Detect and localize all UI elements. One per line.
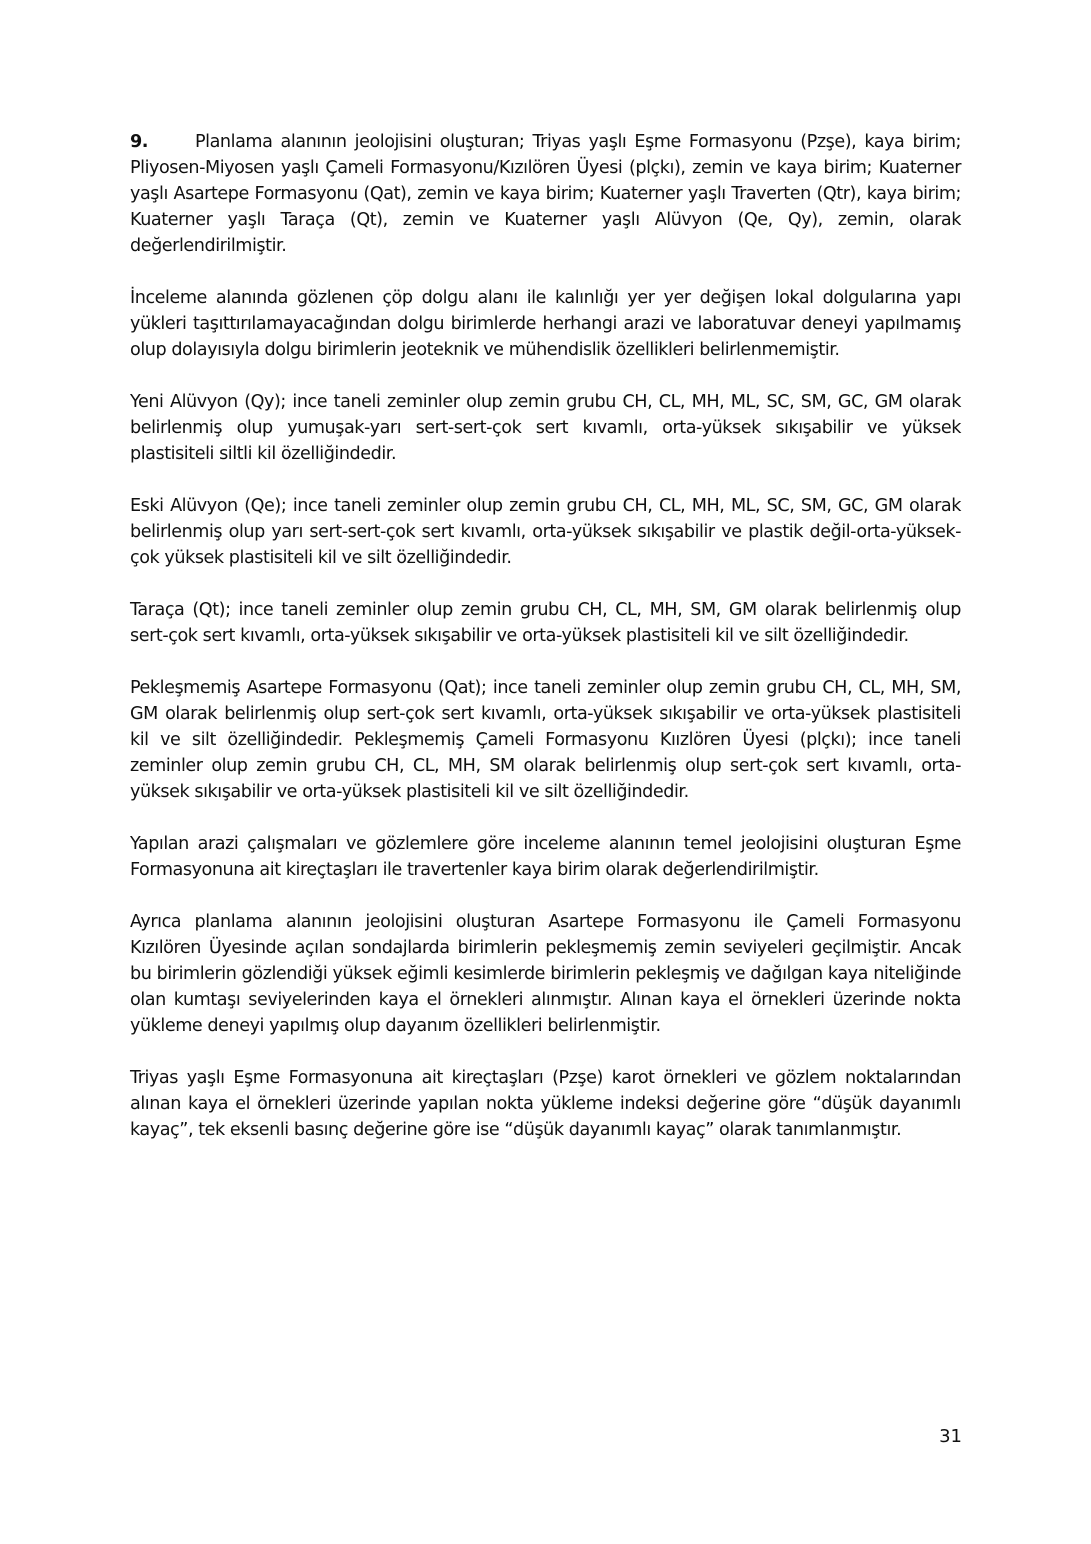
paragraph-new-alluvium: Yeni Alüvyon (Qy); ince taneli zeminler olup zemin grubu CH, CL, MH, ML, SC, SM, GC, GM olarak belirlenmiş olup yumuşak-yarı sert-sert-çok sert kıvamlı, orta-yüksek sıkışabilir ve yüksek plastisiteli siltli kil özelliğindedir. xyxy=(130,392,961,464)
paragraph-drilling: Ayrıca planlama alanının jeolojisini oluşturan Asartepe Formasyonu ile Çameli Formasyonu Kızılören Üyesinde açılan sondajlarda birimlerin pekleşmemiş zemin seviyeleri geçilmiştir. Ancak bu birimlerin gözlendiği yüksek eğimli kesimlerde birimlerin pekleşmiş ve dağılgan kaya niteliğinde olan kumtaşı seviyelerinden kaya el örnekleri alınmıştır. Alınan kaya el örnekleri üzerinde nokta yükleme deneyi yapılmış olup dayanım özellikleri belirlenmiştir. xyxy=(130,912,961,1036)
paragraph-old-alluvium: Eski Alüvyon (Qe); ince taneli zeminler olup zemin grubu CH, CL, MH, ML, SC, SM, GC, GM olarak belirlenmiş olup yarı sert-sert-çok sert kıvamlı, orta-yüksek sıkışabilir ve plastik değil-orta-yüksek-çok yüksek plastisiteli kil ve silt özelliğindedir. xyxy=(130,496,961,568)
paragraph-field-studies: Yapılan arazi çalışmaları ve gözlemlere göre inceleme alanının temel jeolojisini oluşturan Eşme Formasyonuna ait kireçtaşları ile travertenler kaya birim olarak değerlendirilmiştir. xyxy=(130,834,961,880)
section-number: 9. xyxy=(130,132,149,152)
document-body xyxy=(130,129,961,1169)
paragraph-terrace: Taraça (Qt); ince taneli zeminler olup zemin grubu CH, CL, MH, SM, GM olarak belirlenmiş olup sert-çok sert kıvamlı, orta-yüksek sıkışabilir ve orta-yüksek plastisiteli kil ve silt özelliğindedir. xyxy=(130,600,961,646)
page-number: 31 xyxy=(939,1426,962,1447)
paragraph-text: Planlama alanının jeolojisini oluşturan; Triyas yaşlı Eşme Formasyonu (Pzşe), kaya birim; Pliyosen-Miyosen yaşlı Çameli Formasyonu/Kızılören Üyesi (plçkı), zemin ve kaya birim; Kuaterner yaşlı Asartepe Formasyonu (Qat), zemin ve kaya birim; Kuaterner yaşlı Traverten (Qtr), kaya birim; Kuaterner yaşlı Taraça (Qt), zemin ve Kuaterner yaşlı Alüvyon (Qe, Qy), zemin, olarak değerlendirilmiştir. xyxy=(130,132,961,256)
paragraph-section-9 xyxy=(130,129,961,259)
paragraph-asartepe-cameli: Pekleşmemiş Asartepe Formasyonu (Qat); ince taneli zeminler olup zemin grubu CH, CL, MH, SM, GM olarak belirlenmiş olup sert-çok sert kıvamlı, orta-yüksek sıkışabilir ve orta-yüksek plastisiteli kil ve silt özelliğindedir. Pekleşmemiş Çameli Formasyonu Kıızlören Üyesi (plçkı); ince taneli zeminler olup zemin grubu CH, CL, MH, SM olarak belirlenmiş olup sert-çok sert kıvamlı, orta-yüksek sıkışabilir ve orta-yüksek plastisiteli kil ve silt özelliğindedir. xyxy=(130,678,961,802)
paragraph-fill-areas: İnceleme alanında gözlenen çöp dolgu alanı ile kalınlığı yer yer değişen lokal dolgularına yapı yükleri taşıttırılamayacağından dolgu birimlerde herhangi arazi ve laboratuvar deneyi yapılmamış olup dolayısıyla dolgu birimlerin jeoteknik ve mühendislik özellikleri belirlenmemiştir. xyxy=(130,288,961,360)
paragraph-esme-limestone: Triyas yaşlı Eşme Formasyonuna ait kireçtaşları (Pzşe) karot örnekleri ve gözlem noktalarından alınan kaya el örnekleri üzerinde yapılan nokta yükleme indeksi değerine göre “düşük dayanımlı kayaç”, tek eksenli basınç değerine göre ise “düşük dayanımlı kayaç” olarak tanımlanmıştır. xyxy=(130,1068,961,1140)
